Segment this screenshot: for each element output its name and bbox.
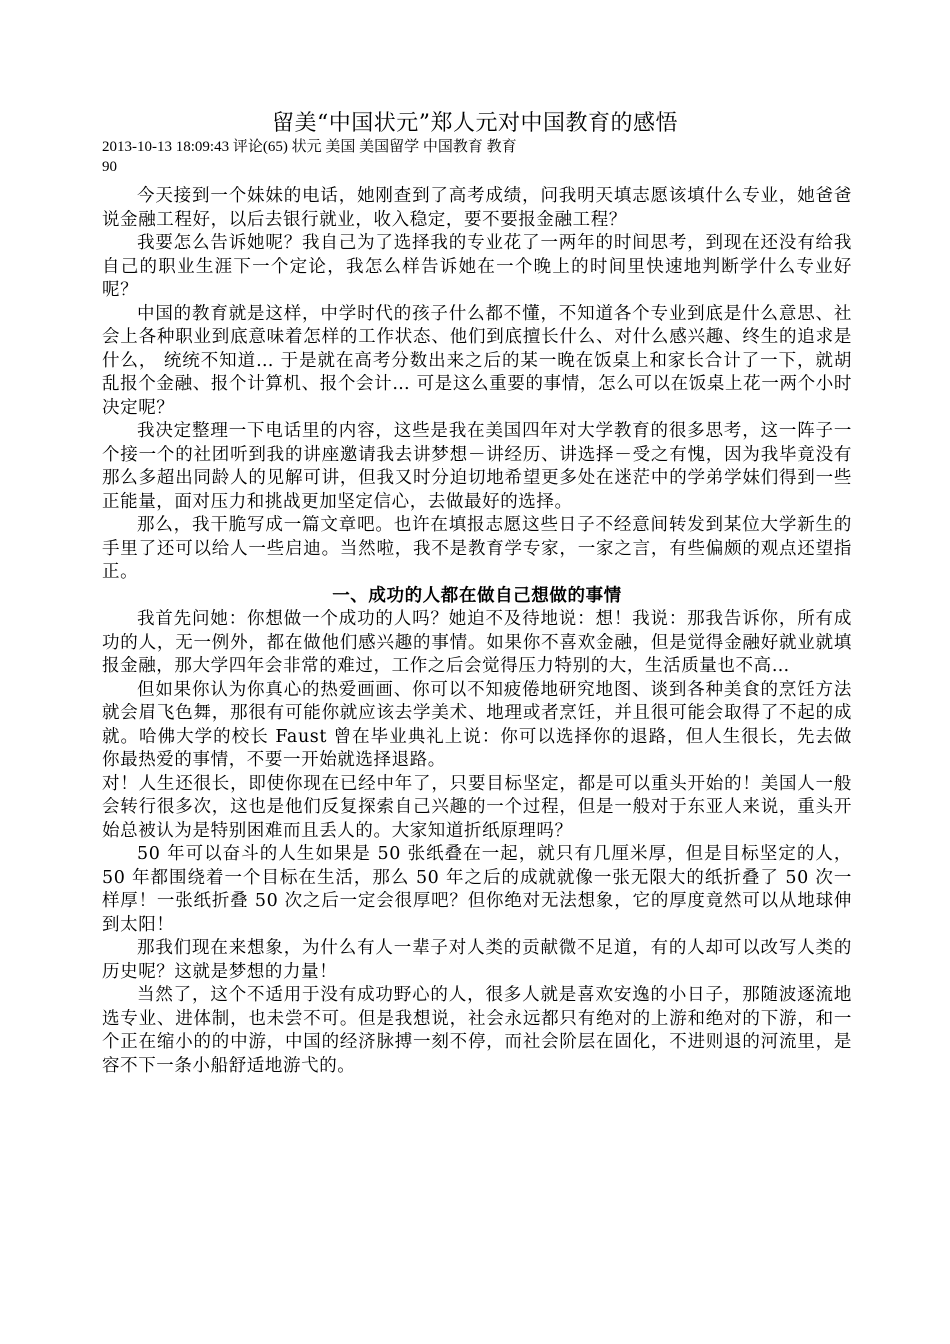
- article-view-count: 90: [102, 159, 117, 175]
- section-heading: 一、成功的人都在做自己想做的事情: [332, 585, 622, 606]
- paragraph: 那我们现在来想象，为什么有人一辈子对人类的贡献微不足道，有的人却可以改写人类的历史呢？这就是梦想的力量！: [102, 938, 852, 982]
- article-meta: 2013-10-13 18:09:43 评论(65) 状元 美国 美国留学 中国教育 教育: [102, 139, 517, 155]
- paragraph: 我首先问她：你想做一个成功的人吗？她迫不及待地说：想！我说：那我告诉你，所有成功的人，无一例外，都在做他们感兴趣的事情。如果你不喜欢金融，但是觉得金融好就业就填报金融，那大学四年会非常的难过，工作之后会觉得压力特别的大，生活质量也不高…: [102, 609, 852, 676]
- paragraph: 当然了，这个不适用于没有成功野心的人，很多人就是喜欢安逸的小日子，那随波逐流地选专业、进体制，也未尝不可。但是我想说，社会永远都只有绝对的上游和绝对的下游，和一个正在缩小的的中游，中国的经济脉搏一刻不停，而社会阶层在固化，不进则退的河流里，是容不下一条小船舒适地游弋的。: [102, 985, 852, 1076]
- article-title: 留美“中国状元”郑人元对中国教育的感悟: [272, 111, 678, 136]
- article-body: [102, 185, 852, 1078]
- paragraph: 那么，我干脆写成一篇文章吧。也许在填报志愿这些日子不经意间转发到某位大学新生的手里了还可以给人一些启迪。当然啦，我不是教育学专家，一家之言，有些偏颇的观点还望指正。: [102, 515, 852, 582]
- paragraph: 50 年可以奋斗的人生如果是 50 张纸叠在一起，就只有几厘米厚，但是目标坚定的人，50 年都围绕着一个目标在生活，那么 50 年之后的成就就像一张无限大的纸折叠了 50 次一样厚！一张纸折叠 50 次之后一定会很厚吧？但你绝对无法想象，它的厚度竟然可以从地球伸到太阳！: [102, 844, 852, 935]
- paragraph: 今天接到一个妹妹的电话，她刚查到了高考成绩，问我明天填志愿该填什么专业，她爸爸说金融工程好，以后去银行就业，收入稳定，要不要报金融工程？: [102, 186, 852, 230]
- paragraph: 我要怎么告诉她呢？我自己为了选择我的专业花了一两年的时间思考，到现在还没有给我自己的职业生涯下一个定论，我怎么样告诉她在一个晚上的时间里快速地判断学什么专业好呢？: [102, 233, 852, 300]
- paragraph: 我决定整理一下电话里的内容，这些是我在美国四年对大学教育的很多思考，这一阵子一个接一个的社团听到我的讲座邀请我去讲梦想－讲经历、讲选择－受之有愧，因为我毕竟没有那么多超出同龄人的见解可讲，但我又时分迫切地希望更多处在迷茫中的学弟学妹们得到一些正能量，面对压力和挑战更加坚定信心，去做最好的选择。: [102, 421, 852, 512]
- paragraph: 但如果你认为你真心的热爱画画、你可以不知疲倦地研究地图、谈到各种美食的烹饪方法就会眉飞色舞，那很有可能你就应该去学美术、地理或者烹饪，并且很可能会取得了不起的成就。哈佛大学的校长 Faust 曾在毕业典礼上说：你可以选择你的退路，但人生很长，先去做你最热爱的事情，不要一开始就选择退路。: [102, 679, 852, 770]
- paragraph: 中国的教育就是这样，中学时代的孩子什么都不懂，不知道各个专业到底是什么意思、社会上各种职业到底意味着怎样的工作状态、他们到底擅长什么、对什么感兴趣、终生的追求是什么， 统统不知道… 于是就在高考分数出来之后的某一晚在饭桌上和家长合计了一下，就胡乱报个金融、报个计算机、报个会计… 可是这么重要的事情，怎么可以在饭桌上花一两个小时决定呢？: [102, 303, 852, 418]
- paragraph: 对！人生还很长，即使你现在已经中年了，只要目标坚定，都是可以重头开始的！美国人一般会转行很多次，这也是他们反复探索自己兴趣的一个过程，但是一般对于东亚人来说，重头开始总被认为是特别困难而且丢人的。大家知道折纸原理吗？: [102, 773, 852, 841]
